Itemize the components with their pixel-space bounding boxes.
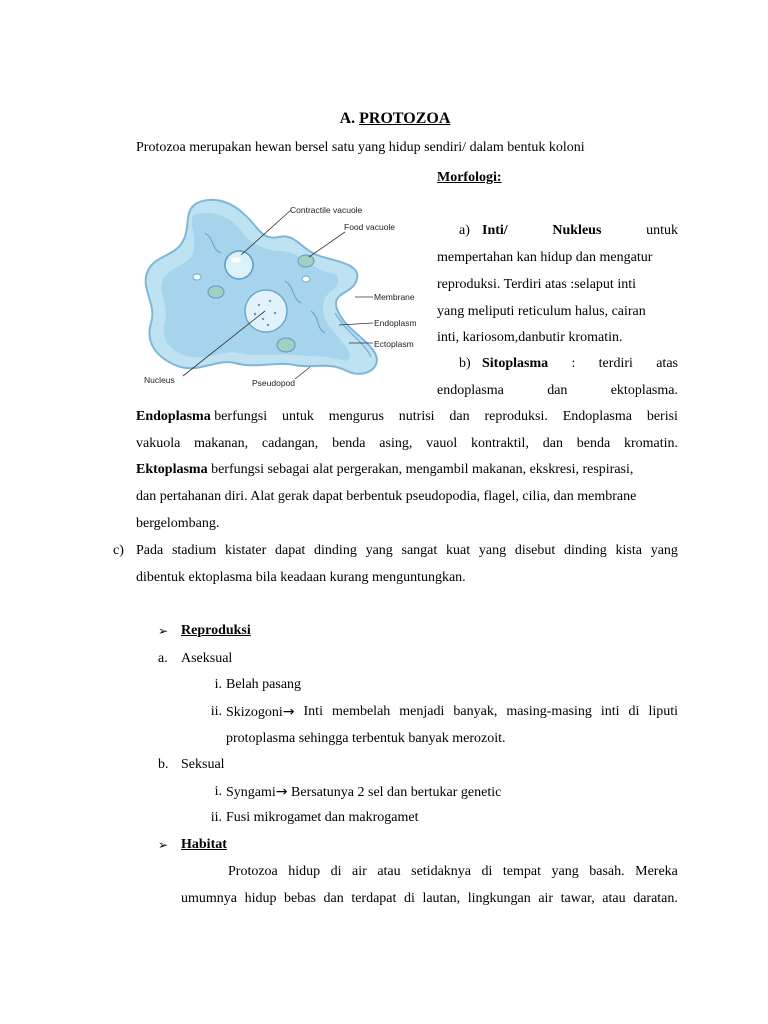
word: atau <box>602 891 626 906</box>
fusi-text: Fusi mikrogamet dan makrogamet <box>226 810 419 825</box>
word: hidup <box>244 891 277 906</box>
label-ectoplasm: Ectoplasm <box>374 339 414 349</box>
word: lingkungan <box>467 891 531 906</box>
word: stadium <box>171 543 217 558</box>
word: asing, <box>379 436 413 451</box>
habitat-heading: Habitat <box>181 837 227 852</box>
word: yang <box>650 543 678 558</box>
term-ektoplasma: Ektoplasma <box>136 462 208 477</box>
habitat-bullet: ➢ <box>158 838 169 852</box>
word: dan <box>547 383 568 398</box>
item-a-line-4: yang meliputi reticulum halus, cairan <box>437 304 646 319</box>
syngami-marker: i. <box>214 784 222 799</box>
word: banyak, <box>453 704 498 719</box>
word: Inti <box>303 704 323 719</box>
term-syngami: Syngami <box>226 785 276 800</box>
word: di <box>403 891 415 906</box>
para-line-5: bergelombang. <box>136 516 220 531</box>
term-skizogoni: Skizogoni <box>226 705 283 720</box>
word: dan <box>323 891 344 906</box>
text: berfungsi sebagai alat pergerakan, mengambil makanan, ekskresi, respirasi, <box>207 462 634 477</box>
item-a-line-1 <box>482 222 678 240</box>
aseksual-label: Aseksual <box>181 651 233 666</box>
habitat-line-1 <box>228 863 678 881</box>
title-prefix: A. <box>339 110 360 127</box>
word: yang <box>551 864 579 879</box>
word: Endoplasma <box>562 409 632 424</box>
word: cadangan, <box>261 436 319 451</box>
item-b-line-1 <box>482 355 678 373</box>
word: mengurus <box>328 409 384 424</box>
reproduksi-bullet: ➢ <box>158 624 169 638</box>
intro-text: Protozoa merupakan hewan bersel satu yang hidup sendiri/ dalam bentuk koloni <box>136 140 585 155</box>
word: atau <box>377 864 401 879</box>
word: sangat <box>401 543 438 558</box>
right-arrow-icon: → <box>275 784 288 800</box>
skizogoni-line-2: protoplasma sehingga terbentuk banyak merozoit. <box>226 731 506 746</box>
word: untuk <box>281 409 314 424</box>
item-a-line-5: inti, kariosom,danbutir kromatin. <box>437 330 623 345</box>
word: berisi <box>646 409 678 424</box>
item-b-line-2 <box>437 382 678 400</box>
belah-pasang-marker: i. <box>214 677 222 692</box>
word: ektoplasma. <box>610 383 678 398</box>
item-a-line-3: reproduksi. Terdiri atas :selaput inti <box>437 277 636 292</box>
term-sitoplasma: Sitoplasma <box>482 356 549 371</box>
word: di <box>481 864 493 879</box>
amoeba-diagram <box>135 193 425 395</box>
item-c-line-2: dibentuk ektoplasma bila keadaan kurang menguntungkan. <box>136 570 466 585</box>
label-nucleus: Nucleus <box>144 375 175 385</box>
word: vauol <box>426 436 458 451</box>
aseksual-marker: a. <box>158 651 168 666</box>
word: benda <box>576 436 611 451</box>
label-membrane: Membrane <box>374 292 415 302</box>
item-a-line-2: mempertahan kan hidup dan mengatur <box>437 250 653 265</box>
word: Pada <box>136 543 164 558</box>
word: membelah <box>331 704 391 719</box>
item-c-marker: c) <box>113 543 124 558</box>
word: hidup <box>288 864 321 879</box>
word: lautan, <box>422 891 461 906</box>
word: di <box>330 864 342 879</box>
word: makanan, <box>194 436 249 451</box>
word: berfungsi <box>210 409 268 424</box>
label-endoplasm: Endoplasm <box>374 318 417 328</box>
word: terdiri <box>598 356 633 371</box>
para-line-2 <box>136 435 678 453</box>
item-a-marker: a) <box>459 223 470 238</box>
syngami-line <box>226 783 501 802</box>
word: inti <box>600 704 620 719</box>
para-line-1 <box>136 408 678 426</box>
word: Mereka <box>635 864 678 879</box>
seksual-label: Seksual <box>181 757 225 772</box>
word: Protozoa <box>228 864 278 879</box>
word: masing-masing <box>506 704 592 719</box>
word: umumnya <box>181 891 237 906</box>
label-pseudopod: Pseudopod <box>252 378 296 388</box>
word: dinding <box>314 543 357 558</box>
word-untuk: untuk <box>646 223 678 238</box>
colon: : <box>571 356 576 371</box>
word: bebas <box>284 891 316 906</box>
word: liputi <box>648 704 678 719</box>
habitat-line-2 <box>181 890 678 908</box>
word: dapat <box>274 543 306 558</box>
label-contractile-vacuole: Contractile vacuole <box>290 205 363 215</box>
word: tempat <box>502 864 542 879</box>
item-c-line-1 <box>136 542 678 560</box>
word: kista <box>615 543 642 558</box>
word: daratan. <box>633 891 678 906</box>
para-line-4: dan pertahanan diri. Alat gerak dapat berbentuk pseudopodia, flagel, cilia, dan membrane <box>136 489 637 504</box>
word: disebut <box>514 543 556 558</box>
word: air <box>538 891 554 906</box>
skizogoni-line-1 <box>226 703 678 722</box>
word: kromatin. <box>623 436 678 451</box>
word: benda <box>332 436 366 451</box>
term-nukleus: Nukleus <box>552 223 602 238</box>
reproduksi-heading: Reproduksi <box>181 623 251 638</box>
word: menjadi <box>399 704 445 719</box>
para-line-3 <box>136 461 633 479</box>
word: setidaknya <box>411 864 472 879</box>
word: yang <box>365 543 393 558</box>
fusi-marker: ii. <box>210 810 222 825</box>
word: dan <box>449 409 470 424</box>
word: dan <box>542 436 563 451</box>
word: yang <box>478 543 507 558</box>
page-title <box>0 110 768 128</box>
term-inti: Inti/ <box>482 223 508 238</box>
word: terdapat <box>351 891 397 906</box>
word: kuat <box>446 543 471 558</box>
word: dinding <box>564 543 607 558</box>
word: basah. <box>589 864 625 879</box>
right-arrow-icon: → <box>282 704 295 720</box>
word: air <box>352 864 367 879</box>
term-endoplasma: Endoplasma <box>136 409 211 424</box>
item-b-marker: b) <box>459 356 471 371</box>
word: vakuola <box>136 436 181 451</box>
word: kontraktil, <box>471 436 529 451</box>
syngami-text: Bersatunya 2 sel dan bertukar genetic <box>287 785 502 800</box>
belah-pasang-text: Belah pasang <box>226 677 302 692</box>
title-main: PROTOZOA <box>359 110 451 127</box>
skizogoni-marker: ii. <box>210 704 222 719</box>
word: endoplasma <box>437 383 504 398</box>
word: kistater <box>225 543 267 558</box>
seksual-marker: b. <box>158 757 169 772</box>
word: tawar, <box>560 891 595 906</box>
word: atas <box>656 356 678 371</box>
label-food-vacuole: Food vacuole <box>344 222 396 232</box>
word: nutrisi <box>398 409 435 424</box>
morfologi-heading: Morfologi: <box>437 170 502 185</box>
word: di <box>628 704 640 719</box>
word: reproduksi. <box>484 409 548 424</box>
